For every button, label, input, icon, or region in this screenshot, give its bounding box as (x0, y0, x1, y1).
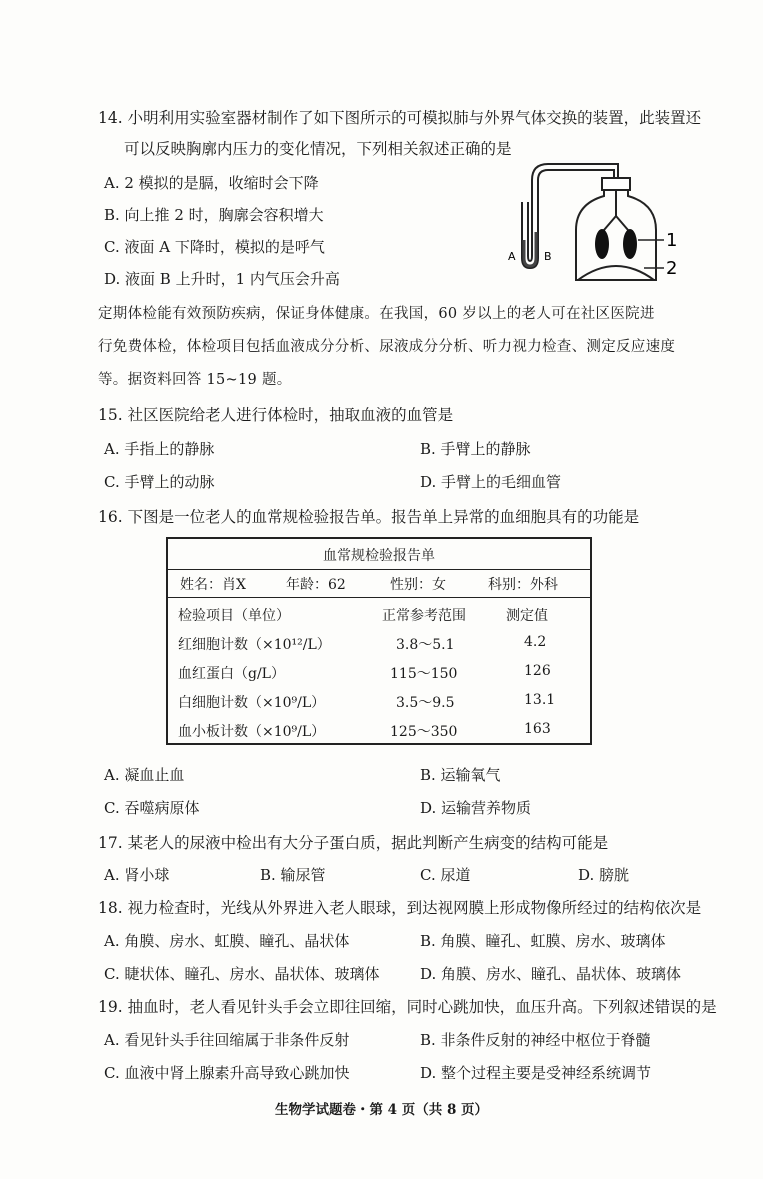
q18-option-b: B. 角膜、瞳孔、虹膜、房水、玻璃体 (420, 932, 666, 950)
q17-option-a: A. 肾小球 (104, 866, 170, 884)
q15-option-c: C. 手臂上的动脉 (104, 473, 215, 491)
report-name: 姓名：肖X (180, 577, 246, 593)
passage-line3: 等。据资料回答 15~19 题。 (98, 372, 292, 388)
report-age: 年龄：62 (286, 577, 346, 593)
q16-option-b: B. 运输氧气 (420, 766, 501, 784)
report-header-item: 检验项目（单位） (178, 608, 290, 624)
q14-option-a: A. 2 模拟的是膈，收缩时会下降 (104, 174, 319, 192)
label-2: 2 (666, 258, 678, 279)
report-row-rbc-value: 4.2 (524, 634, 547, 650)
passage-line1: 定期体检能有效预防疾病，保证身体健康。在我国，60 岁以上的老人可在社区医院进 (98, 306, 655, 322)
report-row-plt-value: 163 (524, 721, 551, 737)
report-row-plt-item: 血小板计数（×10⁹/L） (178, 724, 326, 740)
q17-option-b: B. 输尿管 (260, 866, 326, 884)
q14-option-b: B. 向上推 2 时，胸廓会容积增大 (104, 206, 324, 224)
q18-option-d: D. 角膜、房水、瞳孔、晶状体、玻璃体 (420, 965, 682, 983)
report-header-value: 测定值 (506, 608, 548, 624)
q16-option-c: C. 吞噬病原体 (104, 799, 200, 817)
q19-option-d: D. 整个过程主要是受神经系统调节 (420, 1064, 652, 1082)
q19-option-b: B. 非条件反射的神经中枢位于脊髓 (420, 1031, 651, 1049)
page-footer: 生物学试题卷・第 4 页（共 8 页） (274, 1102, 489, 1118)
q14-option-d: D. 液面 B 上升时，1 内气压会升高 (104, 270, 340, 288)
report-header-range: 正常参考范围 (382, 608, 466, 624)
q17-option-d: D. 膀胱 (578, 866, 630, 884)
passage-line2: 行免费体检，体检项目包括血液成分分析、尿液成分分析、听力视力检查、测定反应速度 (98, 339, 676, 355)
report-dept: 科别：外科 (488, 577, 558, 593)
balloon-left-icon (595, 229, 609, 259)
report-row-wbc-value: 13.1 (524, 692, 556, 708)
report-row-plt-range: 125～350 (390, 724, 458, 740)
q19-stem: 19. 抽血时，老人看见针头手会立即往回缩，同时心跳加快，血压升高。下列叙述错误的是 (98, 998, 717, 1016)
report-row-hb-range: 115～150 (390, 666, 458, 682)
q16-option-a: A. 凝血止血 (104, 766, 185, 784)
label-1: 1 (666, 230, 678, 251)
q19-option-c: C. 血液中肾上腺素升高导致心跳加快 (104, 1064, 350, 1082)
q17-option-c: C. 尿道 (420, 866, 471, 884)
q15-option-b: B. 手臂上的静脉 (420, 440, 531, 458)
report-title-row (168, 539, 590, 570)
lung-model-figure (500, 160, 700, 290)
q14-stem-line1: 14. 小明利用实验室器材制作了如下图所示的可模拟肺与外界气体交换的装置，此装置还 (98, 109, 702, 127)
report-title: 血常规检验报告单 (323, 548, 435, 564)
q14-stem-line2: 可以反映胸廓内压力的变化情况，下列相关叙述正确的是 (124, 140, 512, 158)
report-row-hb-value: 126 (524, 663, 551, 679)
q14-option-c: C. 液面 A 下降时，模拟的是呼气 (104, 238, 325, 256)
label-b: B (544, 250, 552, 263)
q18-option-a: A. 角膜、房水、虹膜、瞳孔、晶状体 (104, 932, 350, 950)
q15-option-d: D. 手臂上的毛细血管 (420, 473, 562, 491)
q16-stem: 16. 下图是一位老人的血常规检验报告单。报告单上异常的血细胞具有的功能是 (98, 508, 640, 526)
q16-option-d: D. 运输营养物质 (420, 799, 532, 817)
q17-stem: 17. 某老人的尿液中检出有大分子蛋白质，据此判断产生病变的结构可能是 (98, 834, 609, 852)
q15-option-a: A. 手指上的静脉 (104, 440, 215, 458)
q19-option-a: A. 看见针头手往回缩属于非条件反射 (104, 1031, 350, 1049)
report-row-wbc-item: 白细胞计数（×10⁹/L） (178, 695, 326, 711)
report-sex: 性别：女 (390, 577, 446, 593)
blood-report-table (166, 537, 592, 745)
q15-stem: 15. 社区医院给老人进行体检时，抽取血液的血管是 (98, 406, 454, 424)
balloon-right-icon (623, 229, 637, 259)
report-info-row (168, 569, 590, 598)
report-row-hb-item: 血红蛋白（g/L） (178, 666, 285, 682)
report-row-rbc-item: 红细胞计数（×10¹²/L） (178, 637, 331, 653)
label-a: A (508, 250, 516, 263)
report-row-wbc-range: 3.5～9.5 (396, 695, 455, 711)
report-row-rbc-range: 3.8～5.1 (396, 637, 455, 653)
q18-option-c: C. 睫状体、瞳孔、房水、晶状体、玻璃体 (104, 965, 380, 983)
q18-stem: 18. 视力检查时，光线从外界进入老人眼球，到达视网膜上形成物像所经过的结构依次是 (98, 899, 702, 917)
